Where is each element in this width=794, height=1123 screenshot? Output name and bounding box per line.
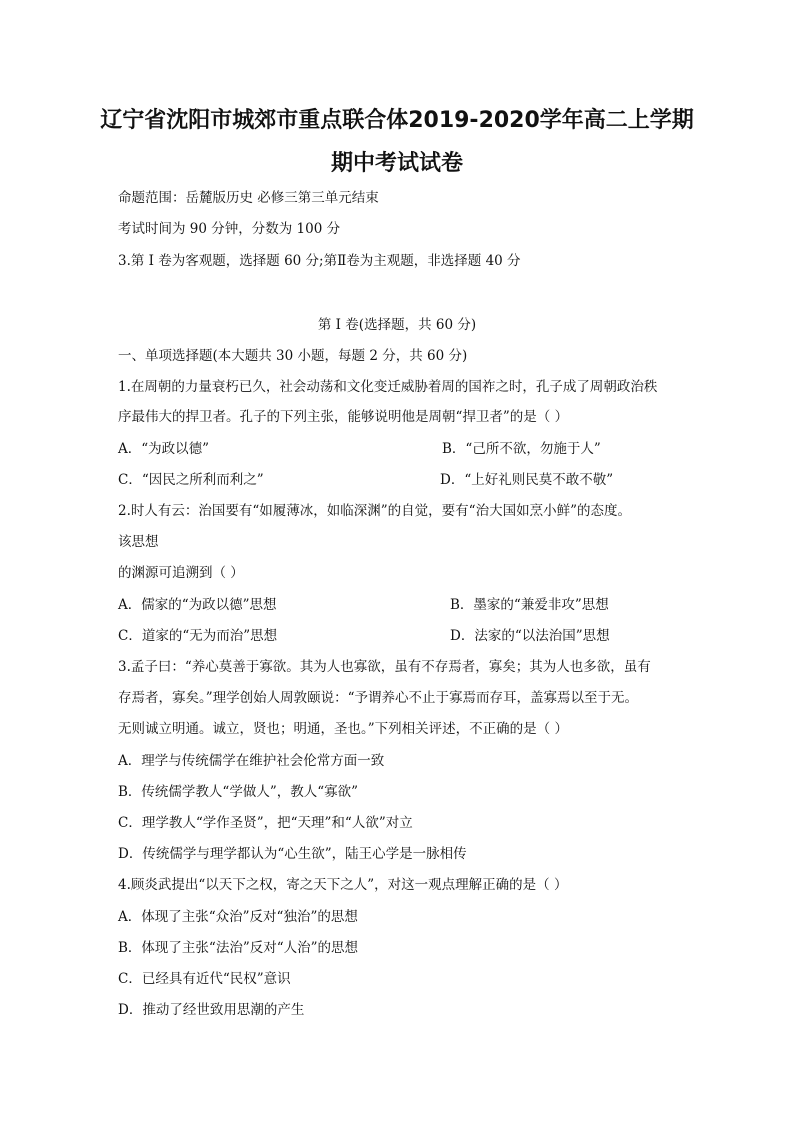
section-header: 第 I 卷(选择题，共 60 分) xyxy=(317,317,477,333)
q4-option-a: A．体现了主张“众治”反对“独治”的思想 xyxy=(118,909,358,925)
q2-stem-line1: 2.时人有云：治国要有“如履薄冰，如临深渊”的自觉，要有“治大国如烹小鲜”的态度。 xyxy=(118,503,631,519)
exam-time: 考试时间为 90 分钟，分数为 100 分 xyxy=(118,221,341,237)
q4-stem-line1: 4.顾炎武提出“以天下之权，寄之天下之人”，对这一观点理解正确的是（ ） xyxy=(118,877,568,893)
q3-option-c: C．理学教人“学作圣贤”，把“天理”和“人欲”对立 xyxy=(118,815,413,831)
q2-option-a: A．儒家的“为政以德”思想 xyxy=(118,597,277,613)
exam-title-line1: 辽宁省沈阳市城郊市重点联合体2019-2020学年高二上学期 xyxy=(100,108,694,133)
q3-stem-line1: 3.孟子曰：“养心莫善于寡欲。其为人也寡欲，虽有不存焉者，寡矣；其为人也多欲，虽有 xyxy=(118,659,651,675)
q2-option-d: D．法家的“以法治国”思想 xyxy=(450,628,610,644)
exam-structure: 3.第 I 卷为客观题，选择题 60 分;第Ⅱ卷为主观题，非选择题 40 分 xyxy=(118,253,521,269)
q4-option-d: D．推动了经世致用思潮的产生 xyxy=(118,1002,305,1018)
section-part: 一、单项选择题(本大题共 30 小题，每题 2 分，共 60 分) xyxy=(118,348,468,364)
q3-option-b: B．传统儒学教人“学做人”，教人“寡欲” xyxy=(118,784,359,800)
q1-option-b: B．“己所不欲，勿施于人” xyxy=(442,441,601,457)
q2-stem-line2: 该思想 xyxy=(118,534,159,550)
q2-option-b: B．墨家的“兼爱非攻”思想 xyxy=(450,597,609,613)
q1-option-a: A．“为政以德” xyxy=(118,441,210,457)
q3-option-d: D．传统儒学与理学都认为“心生欲”，陆王心学是一脉相传 xyxy=(118,846,467,862)
q3-stem-line2: 存焉者，寡矣。”理学创始人周敦颐说：“予谓养心不止于寡焉而存耳，盖寡焉以至于无。 xyxy=(118,690,639,706)
q2-option-c: C．道家的“无为而治”思想 xyxy=(118,628,278,644)
q1-stem-line1: 1.在周朝的力量衰朽已久，社会动荡和文化变迁威胁着周的国祚之时，孔子成了周朝政治秩 xyxy=(118,379,658,395)
q4-option-c: C．已经具有近代“民权”意识 xyxy=(118,971,291,987)
q1-option-c: C．“因民之所利而利之” xyxy=(118,472,264,488)
exam-scope: 命题范围：岳麓版历史 必修三第三单元结束 xyxy=(118,190,379,206)
q1-option-d: D．“上好礼则民莫不敢不敬” xyxy=(440,472,614,488)
q3-option-a: A．理学与传统儒学在维护社会伦常方面一致 xyxy=(118,753,385,769)
q4-option-b: B．体现了主张“法治”反对“人治”的思想 xyxy=(118,940,359,956)
q1-stem-line2: 序最伟大的捍卫者。孔子的下列主张，能够说明他是周朝“捍卫者”的是（ ） xyxy=(118,409,569,425)
q2-stem-line3: 的渊源可追溯到（ ） xyxy=(118,565,244,581)
q3-stem-line3: 无则诚立明通。诚立，贤也；明通，圣也。”下列相关评述，不正确的是（ ） xyxy=(118,721,568,737)
exam-title-line2: 期中考试试卷 xyxy=(330,151,463,176)
